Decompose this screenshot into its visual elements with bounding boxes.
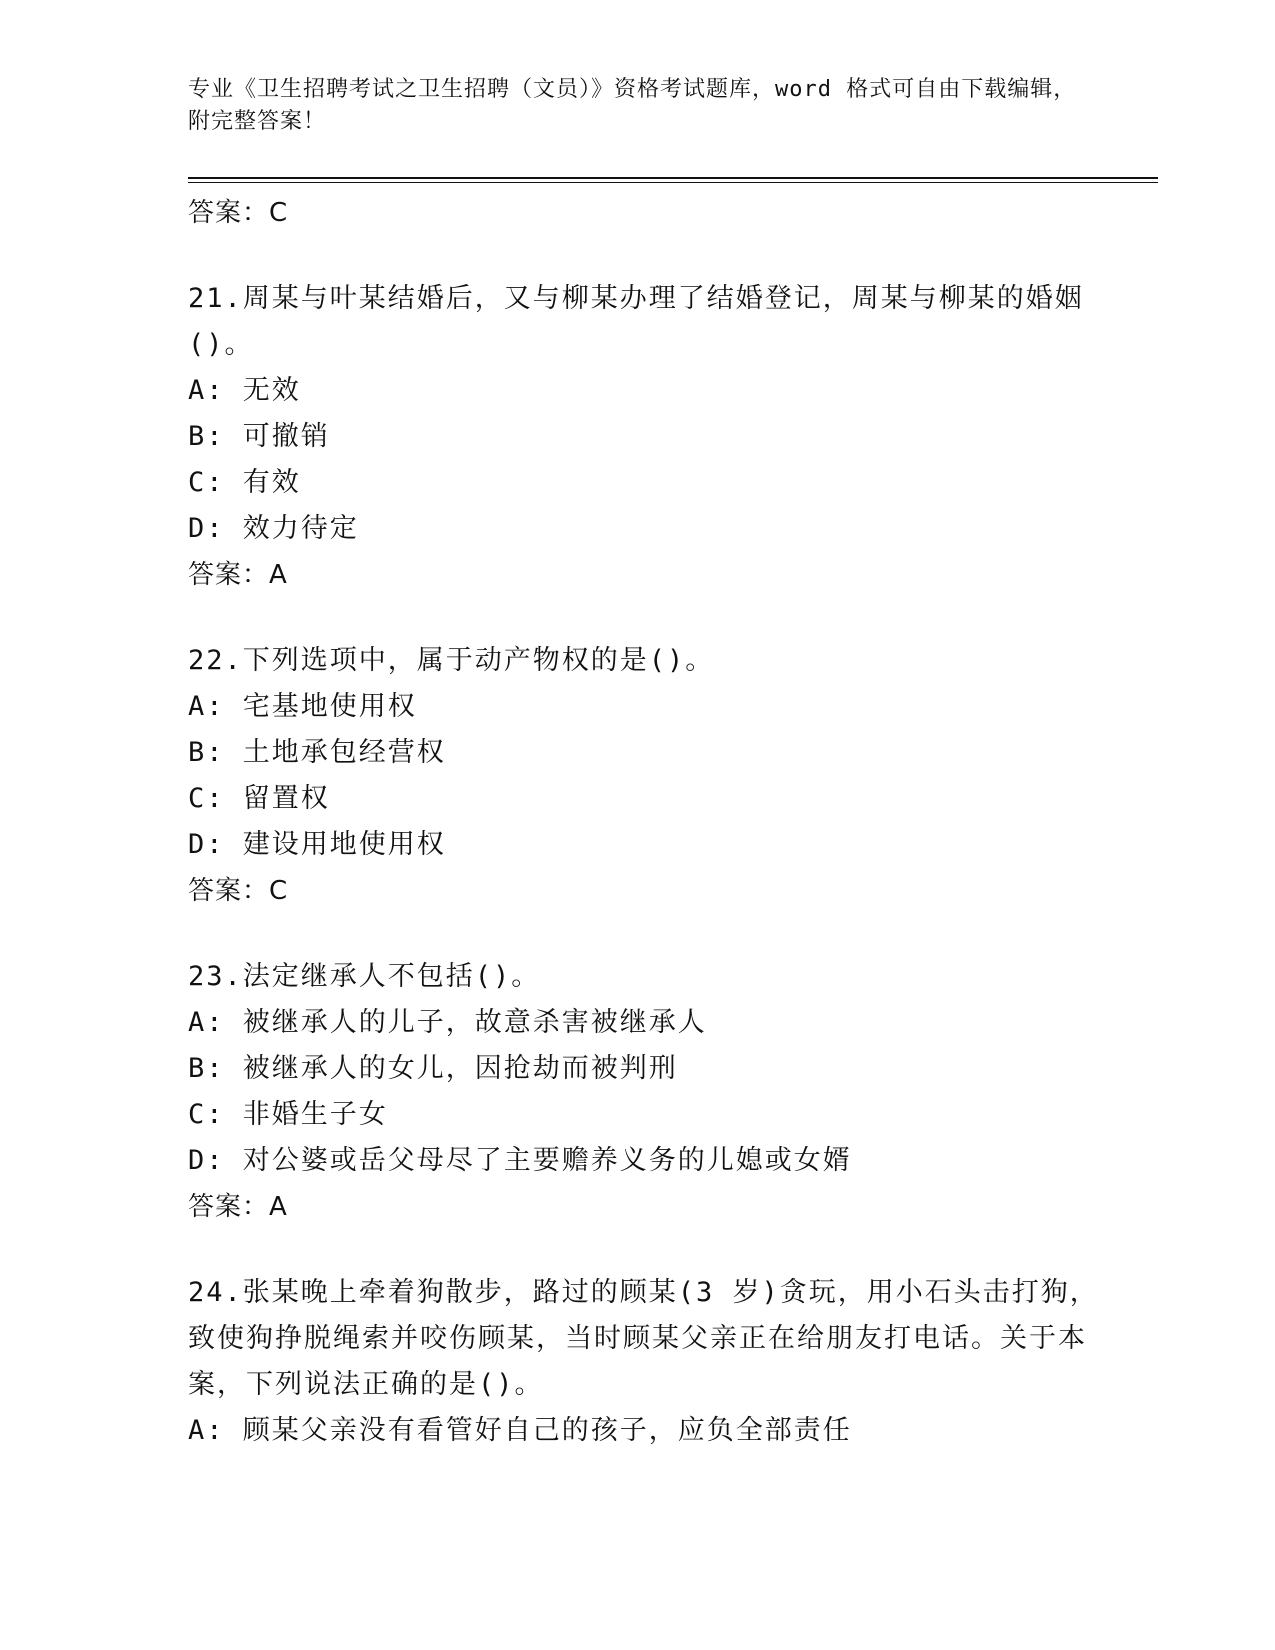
- option-d: D: 对公婆或岳父母尽了主要赡养义务的儿媳或女婿: [188, 1145, 852, 1176]
- question-list: [188, 190, 1108, 1454]
- header-intro: 专业《卫生招聘考试之卫生招聘（文员）》资格考试题库，word 格式可自由下载编辑，附完整答案！: [188, 77, 1077, 134]
- option-a: A: 被继承人的儿子，故意杀害被继承人: [188, 1007, 707, 1038]
- previous-answer: 答案：C: [188, 198, 289, 228]
- question-text: 21.周某与叶某结婚后，又与柳某办理了结婚登记，周某与柳某的婚姻()。: [188, 283, 1084, 360]
- question-text: 22.下列选项中，属于动产物权的是()。: [188, 645, 715, 676]
- option-a: A: 宅基地使用权: [188, 691, 417, 722]
- option-a: A: 无效: [188, 375, 301, 406]
- question-23: [188, 954, 1108, 1230]
- question-24: [188, 1270, 1108, 1454]
- header-rule-thin: [188, 182, 1158, 183]
- question-text: 24.张某晚上牵着狗散步，路过的顾某(3 岁)贪玩，用小石头击打狗，致使狗挣脱绳索并咬伤顾某，当时顾某父亲正在给朋友打电话。关于本案，下列说法正确的是()。: [188, 1277, 1099, 1400]
- option-b: B: 土地承包经营权: [188, 737, 446, 768]
- header-rule-thick: [188, 177, 1158, 179]
- option-c: C: 留置权: [188, 783, 330, 814]
- option-c: C: 有效: [188, 467, 301, 498]
- answer: 答案：A: [188, 560, 288, 590]
- option-d: D: 效力待定: [188, 513, 359, 544]
- question-21: [188, 276, 1108, 598]
- answer: 答案：A: [188, 1192, 288, 1222]
- answer: 答案：C: [188, 876, 289, 906]
- question-text: 23.法定继承人不包括()。: [188, 961, 541, 992]
- option-b: B: 被继承人的女儿，因抢劫而被判刑: [188, 1053, 678, 1084]
- document-header: [188, 74, 1088, 138]
- option-a: A: 顾某父亲没有看管好自己的孩子，应负全部责任: [188, 1415, 852, 1446]
- option-b: B: 可撤销: [188, 421, 330, 452]
- question-22: [188, 638, 1108, 914]
- option-d: D: 建设用地使用权: [188, 829, 446, 860]
- option-c: C: 非婚生子女: [188, 1099, 388, 1130]
